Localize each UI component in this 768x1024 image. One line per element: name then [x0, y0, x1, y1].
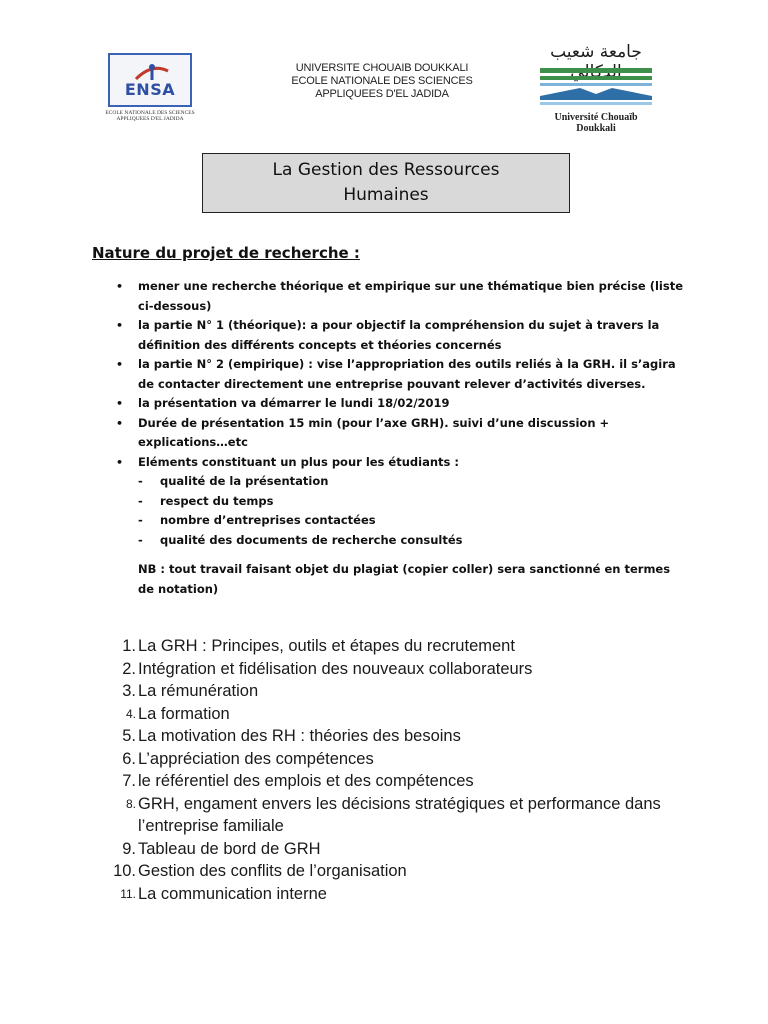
dash-icon: - — [138, 493, 143, 508]
topic-text: Tableau de bord de GRH — [138, 839, 321, 858]
topic-text: le référentiel des emplois et des compétences — [138, 772, 474, 790]
sub-list-item-text: nombre d’entreprises contactées — [160, 513, 376, 527]
topic-number: 9. — [122, 839, 136, 858]
topic-text: La formation — [138, 704, 230, 723]
sub-list-item — [138, 492, 690, 512]
topic-item — [108, 860, 708, 883]
ensa-wordmark: ENSA — [124, 80, 176, 99]
header-line: APPLIQUEES D'EL JADIDA — [315, 88, 449, 100]
bullet-icon: • — [116, 455, 124, 469]
list-item — [110, 394, 690, 414]
topic-item — [108, 838, 708, 861]
topic-number: 7. — [122, 772, 136, 790]
list-item — [110, 414, 690, 453]
bullet-icon: • — [116, 319, 124, 332]
plagiarism-note: NB : tout travail faisant objet du plagiat (copier coller) sera sanctionné en termes de notation) — [138, 562, 671, 596]
list-item-text: la partie N° 1 (théorique): a pour objectif la compréhension du sujet à travers la définition des différents concepts et théories concernés — [138, 318, 660, 352]
bullet-icon: • — [116, 416, 124, 430]
topic-number: 8. — [125, 796, 136, 811]
topic-item — [108, 658, 708, 681]
topic-item — [108, 635, 708, 658]
topic-text: L’appréciation des compétences — [138, 749, 374, 768]
topic-number: 2. — [122, 659, 136, 678]
ensa-caption-line: APPLIQUEES D'EL JADIDA — [116, 116, 184, 122]
list-item — [110, 277, 690, 316]
topic-text: GRH, engament envers les décisions stratégiques et performance dans l’entreprise familiale — [138, 794, 661, 835]
dash-icon: - — [138, 513, 143, 527]
header-line: UNIVERSITE CHOUAIB DOUKKALI — [295, 62, 469, 74]
topic-item — [108, 725, 708, 748]
topic-item — [108, 680, 708, 703]
topic-text: La GRH : Principes, outils et étapes du recrutement — [138, 637, 515, 655]
header-line: ECOLE NATIONALE DES SCIENCES — [291, 75, 473, 87]
list-item-text: la présentation va démarrer le lundi 18/02/2019 — [138, 396, 450, 410]
bullet-icon: • — [116, 397, 124, 410]
ensa-logo-caption — [102, 110, 198, 122]
topic-text: Intégration et fidélisation des nouveaux collaborateurs — [138, 659, 533, 678]
sub-list-item — [138, 511, 690, 531]
list-item-text: Durée de présentation 15 min (pour l’axe GRH). suivi d’une discussion + explications…etc — [138, 415, 610, 449]
topic-text: La motivation des RH : théories des besoins — [138, 727, 461, 745]
topic-number: 3. — [122, 682, 136, 700]
bonus-criteria-list — [138, 472, 690, 550]
sub-list-item — [138, 531, 690, 551]
bullet-icon: • — [116, 358, 124, 371]
topic-item — [108, 793, 708, 838]
institution-header — [262, 62, 502, 101]
topic-number: 1. — [122, 637, 136, 655]
sub-list-item-text: respect du temps — [160, 493, 274, 508]
sub-list-item-text: qualité de la présentation — [160, 474, 329, 488]
document-title-line: La Gestion des Ressources — [272, 160, 500, 180]
dash-icon: - — [138, 532, 143, 547]
ensa-logo — [108, 53, 192, 107]
document-title-line: Humaines — [343, 185, 429, 205]
sub-list-item-text: qualité des documents de recherche consultés — [160, 532, 463, 547]
list-item-text: Eléments constituant un plus pour les étudiants : — [138, 454, 459, 469]
list-item — [110, 355, 690, 394]
bullet-icon: • — [116, 280, 124, 293]
topic-number: 4. — [125, 706, 136, 721]
topic-item — [108, 703, 708, 726]
list-item — [110, 453, 690, 551]
sub-list-item — [138, 472, 690, 492]
topic-item — [108, 883, 708, 906]
topic-number: 5. — [122, 727, 136, 745]
ucd-latin-name: Université Chouaïb Doukkali — [554, 112, 638, 134]
section-heading: Nature du projet de recherche : — [92, 244, 360, 262]
topic-text: Gestion des conflits de l’organisation — [138, 862, 407, 880]
list-item-text: mener une recherche théorique et empirique sur une thématique bien précise (liste ci-dessous) — [138, 279, 684, 313]
topic-number: 10. — [113, 862, 136, 880]
research-topics-list — [108, 635, 708, 905]
dash-icon: - — [138, 474, 143, 488]
ucd-logo — [536, 42, 656, 134]
topic-text: La communication interne — [138, 884, 327, 903]
topic-number: 6. — [122, 749, 136, 768]
topic-number: 11. — [120, 886, 136, 901]
ucd-arabic-name: جامعة شعيب — [550, 42, 642, 62]
list-item-text: la partie N° 2 (empirique) : vise l’appropriation des outils reliés à la GRH. il s’agira de contacter directement une entreprise pouvant relever d’activités diverses. — [138, 357, 676, 391]
document-title-box — [202, 153, 570, 213]
project-nature-list — [110, 277, 690, 550]
list-item — [110, 316, 690, 355]
topic-item — [108, 770, 708, 793]
ensa-caption-line: ECOLE NATIONALE DES SCIENCES — [105, 110, 195, 116]
topic-item — [108, 748, 708, 771]
ucd-logo-graphic — [540, 68, 652, 108]
topic-text: La rémunération — [138, 682, 259, 700]
